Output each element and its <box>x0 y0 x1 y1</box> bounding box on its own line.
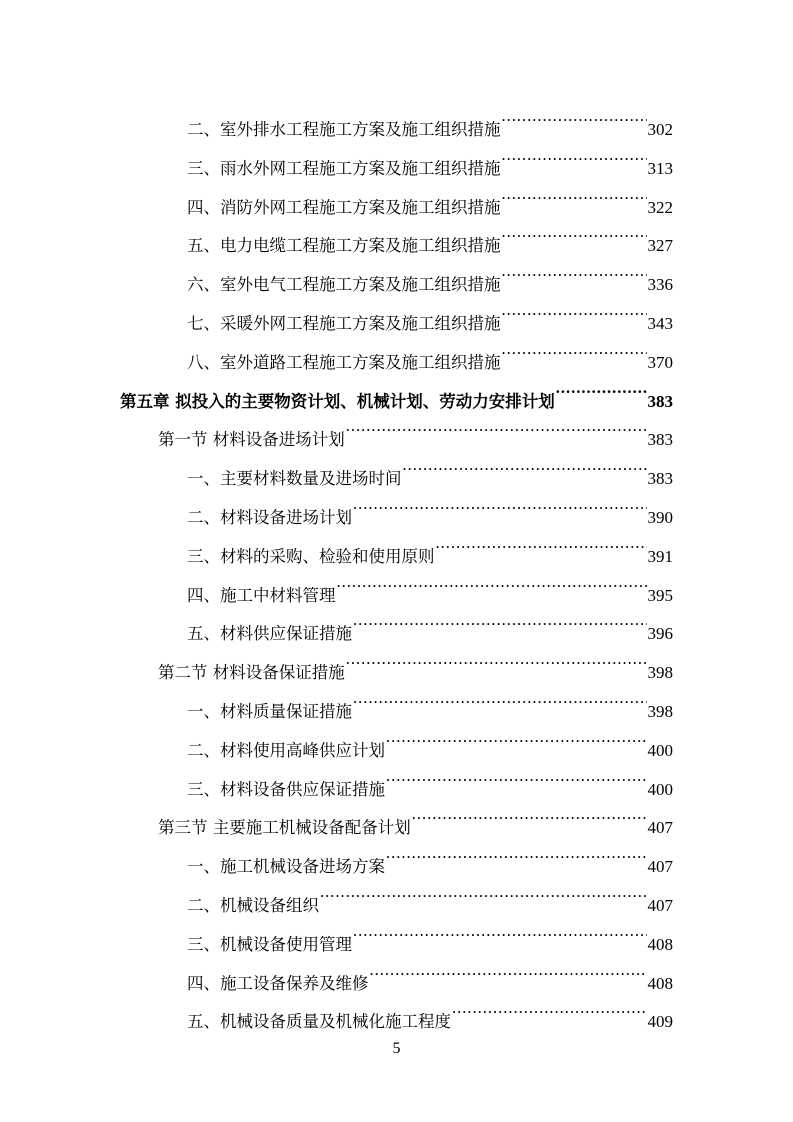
toc-entry-page-number: 408 <box>647 934 673 954</box>
toc-entry-page-number: 383 <box>647 430 673 450</box>
toc-leader-dots <box>353 601 647 639</box>
toc-entry-page-number: 322 <box>647 197 673 217</box>
toc-leader-dots <box>353 485 647 523</box>
toc-entry-title: 一、材料质量保证措施 <box>187 702 352 721</box>
toc-entry[interactable] <box>187 446 673 489</box>
toc-leader-dots <box>502 213 647 251</box>
toc-entry-title: 六、室外电气工程施工方案及施工组织措施 <box>187 275 501 295</box>
toc-entry-page-number: 313 <box>647 158 673 178</box>
toc-entry[interactable] <box>187 718 673 760</box>
toc-entry[interactable] <box>187 136 673 178</box>
page-number: 5 <box>392 1040 401 1057</box>
toc-leader-dots <box>353 679 647 717</box>
toc-leader-dots <box>386 718 647 756</box>
toc-entry-title: 三、材料设备供应保证措施 <box>187 779 385 799</box>
toc-entry[interactable] <box>187 524 673 566</box>
toc-entry-page-number: 336 <box>647 275 673 295</box>
toc-entry[interactable] <box>187 330 673 372</box>
toc-leader-dots <box>412 795 647 833</box>
toc-entry-title: 五、电力电缆工程施工方案及施工组织措施 <box>187 236 501 256</box>
toc-entry-page-number: 407 <box>647 857 673 877</box>
toc-entry[interactable] <box>187 563 673 605</box>
toc-entry-title: 七、采暖外网工程施工方案及施工组织措施 <box>187 314 501 333</box>
toc-entry-title: 二、机械设备组织 <box>187 896 319 915</box>
toc-entry-title: 二、材料使用高峰供应计划 <box>187 740 385 760</box>
toc-entry-page-number: 407 <box>647 818 673 838</box>
toc-entry[interactable] <box>120 369 673 411</box>
toc-leader-dots <box>320 873 647 911</box>
toc-entry-page-number: 400 <box>647 740 673 760</box>
toc-entry-page-number: 409 <box>647 1012 673 1032</box>
toc-entry-title: 一、主要材料数量及进场时间 <box>187 469 402 489</box>
toc-entry-page-number: 343 <box>647 314 673 333</box>
toc-leader-dots <box>386 834 647 872</box>
toc-entry[interactable] <box>187 834 673 877</box>
toc-entry-title: 三、材料的采购、检验和使用原则 <box>187 546 435 566</box>
toc-leader-dots <box>502 330 647 368</box>
toc-leader-dots <box>337 563 647 601</box>
toc-leader-dots <box>346 640 647 678</box>
toc-leader-dots <box>346 407 647 445</box>
toc-leader-dots <box>403 446 647 484</box>
toc-entry-title: 四、施工设备保养及维修 <box>187 973 369 993</box>
toc-entry-title: 二、材料设备进场计划 <box>187 508 352 527</box>
toc-entry[interactable] <box>187 601 673 644</box>
toc-entry-page-number: 390 <box>647 508 673 527</box>
toc-entry-title: 五、机械设备质量及机械化施工程度 <box>187 1012 451 1032</box>
toc-entry-title: 一、施工机械设备进场方案 <box>187 857 385 877</box>
toc-entry[interactable] <box>187 679 673 721</box>
toc-entry[interactable] <box>158 640 673 683</box>
toc-entry-title: 五、材料供应保证措施 <box>187 624 352 644</box>
toc-entry[interactable] <box>187 213 673 256</box>
toc-leader-dots <box>353 912 647 950</box>
toc-entry[interactable] <box>187 97 673 139</box>
toc-entry-page-number: 408 <box>647 973 673 993</box>
toc-entry-page-number: 391 <box>647 546 673 566</box>
toc-leader-dots <box>502 136 647 174</box>
toc-entry-title: 第二节 材料设备保证措施 <box>158 663 345 683</box>
toc-leader-dots <box>436 524 647 562</box>
toc-leader-dots <box>502 252 647 290</box>
toc-entry-title: 四、消防外网工程施工方案及施工组织措施 <box>187 197 501 217</box>
toc-entry-title: 四、施工中材料管理 <box>187 585 336 605</box>
toc-leader-dots <box>502 97 647 135</box>
toc-entry-page-number: 400 <box>647 779 673 799</box>
toc-entry[interactable] <box>187 291 673 333</box>
toc-entry-title: 八、室外道路工程施工方案及施工组织措施 <box>187 352 501 372</box>
toc-entry-page-number: 407 <box>647 896 673 915</box>
toc-entry-page-number: 327 <box>647 236 673 256</box>
toc-entry-title: 二、室外排水工程施工方案及施工组织措施 <box>187 120 501 139</box>
toc-entry[interactable] <box>187 175 673 217</box>
toc-entry[interactable] <box>187 485 673 527</box>
toc-entry-title: 第一节 材料设备进场计划 <box>158 430 345 450</box>
toc-entry[interactable] <box>158 407 673 450</box>
toc-entry[interactable] <box>187 989 673 1032</box>
toc-entry-title: 三、雨水外网工程施工方案及施工组织措施 <box>187 158 501 178</box>
toc-leader-dots <box>502 175 647 213</box>
toc-entry-title: 三、机械设备使用管理 <box>187 934 352 954</box>
toc-entry[interactable] <box>158 795 673 838</box>
toc-entry[interactable] <box>187 873 673 915</box>
toc-entry-page-number: 395 <box>647 585 673 605</box>
toc-entry-title: 第五章 拟投入的主要物资计划、机械计划、劳动力安排计划 <box>120 391 555 411</box>
toc-leader-dots <box>452 989 647 1027</box>
toc-leader-dots <box>386 757 647 795</box>
toc-entry-title: 第三节 主要施工机械设备配备计划 <box>158 818 411 838</box>
toc-entry[interactable] <box>187 951 673 993</box>
toc-entry[interactable] <box>187 252 673 295</box>
toc-entry-page-number: 398 <box>647 702 673 721</box>
toc-entry-page-number: 383 <box>647 469 673 489</box>
toc-leader-dots <box>370 951 647 989</box>
toc-entry-page-number: 396 <box>647 624 673 644</box>
toc-entry-page-number: 302 <box>647 120 673 139</box>
toc-entry-page-number: 370 <box>647 352 673 372</box>
toc-leader-dots <box>556 369 647 407</box>
toc-entry-page-number: 383 <box>647 391 673 411</box>
toc-leader-dots <box>502 291 647 329</box>
toc-entry[interactable] <box>187 912 673 954</box>
toc-entry[interactable] <box>187 757 673 799</box>
toc-entry-page-number: 398 <box>647 663 673 683</box>
